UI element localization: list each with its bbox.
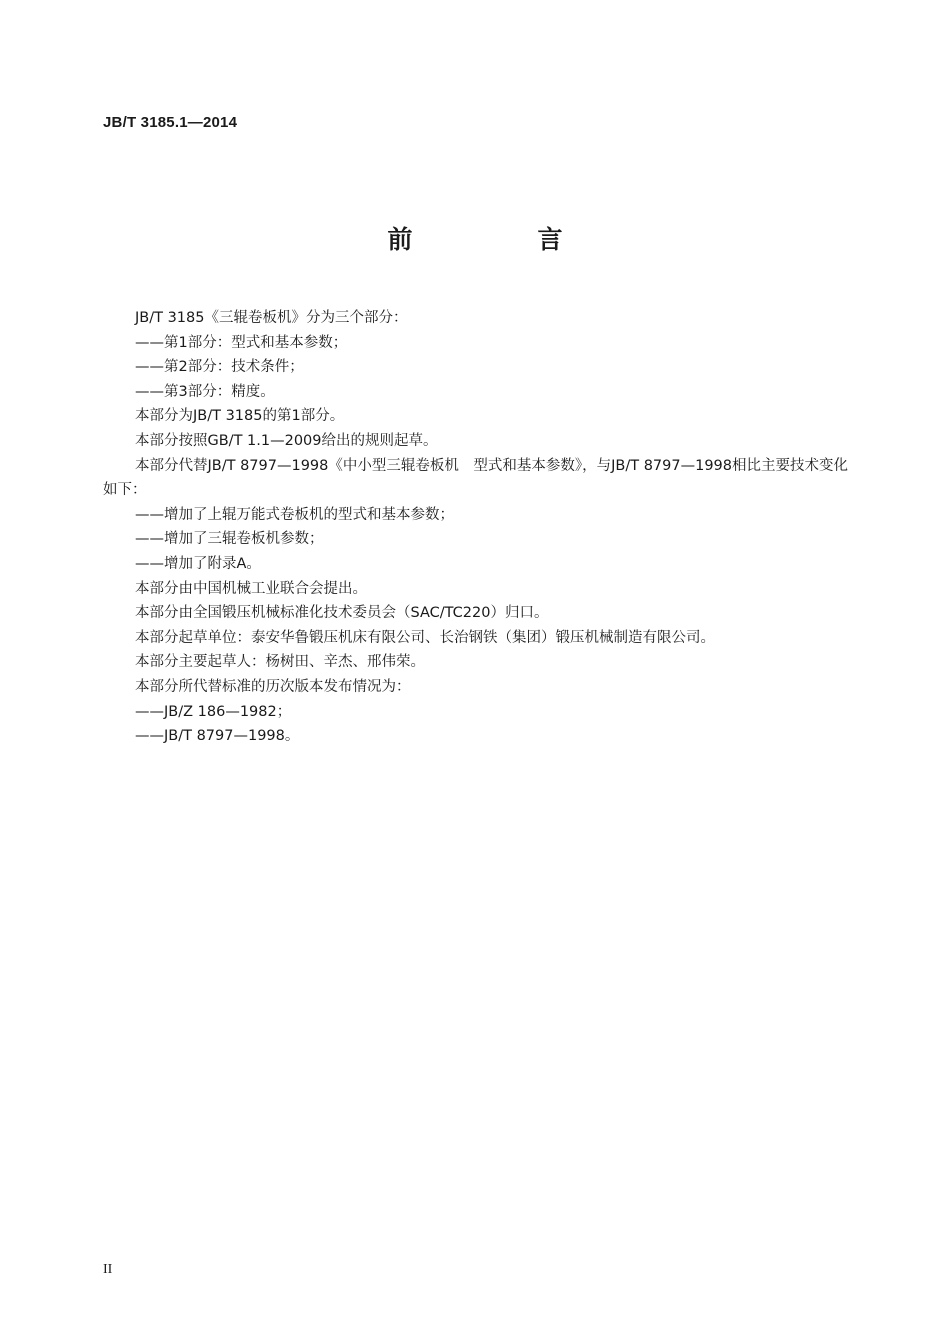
- paragraph: 本部分主要起草人：杨树田、辛杰、邢伟荣。: [135, 654, 425, 671]
- page-title: 前 言: [387, 225, 613, 254]
- list-item: ——第1部分：型式和基本参数；: [135, 334, 348, 351]
- paragraph: 本部分所代替标准的历次版本发布情况为：: [135, 678, 411, 695]
- foreword-body: [103, 306, 858, 749]
- paragraph: 本部分代替JB/T 8797—1998《中小型三辊卷板机 型式和基本参数》，与JB/T 8797—1998相比主要技术变化如下：: [103, 457, 849, 499]
- list-item: ——增加了三辊卷板机参数；: [135, 531, 324, 548]
- paragraph: JB/T 3185《三辊卷板机》分为三个部分：: [135, 310, 408, 326]
- paragraph: 本部分起草单位：泰安华鲁锻压机床有限公司、长治钢铁（集团）锻压机械制造有限公司。: [135, 629, 715, 646]
- document-code: JB/T 3185.1—2014: [103, 114, 238, 131]
- list-item: ——JB/T 8797—1998。: [135, 728, 300, 745]
- paragraph: 本部分由中国机械工业联合会提出。: [135, 580, 367, 597]
- paragraph: 本部分由全国锻压机械标准化技术委员会（SAC/TC220）归口。: [135, 605, 549, 622]
- list-item: ——第3部分：精度。: [135, 383, 275, 400]
- page-number: II: [103, 1262, 113, 1277]
- list-item: ——第2部分：技术条件；: [135, 359, 304, 376]
- paragraph: 本部分为JB/T 3185的第1部分。: [135, 408, 345, 425]
- list-item: ——JB/Z 186—1982；: [135, 703, 292, 720]
- list-item: ——增加了附录A。: [135, 555, 261, 572]
- paragraph: 本部分按照GB/T 1.1—2009给出的规则起草。: [135, 432, 438, 449]
- list-item: ——增加了上辊万能式卷板机的型式和基本参数；: [135, 506, 454, 523]
